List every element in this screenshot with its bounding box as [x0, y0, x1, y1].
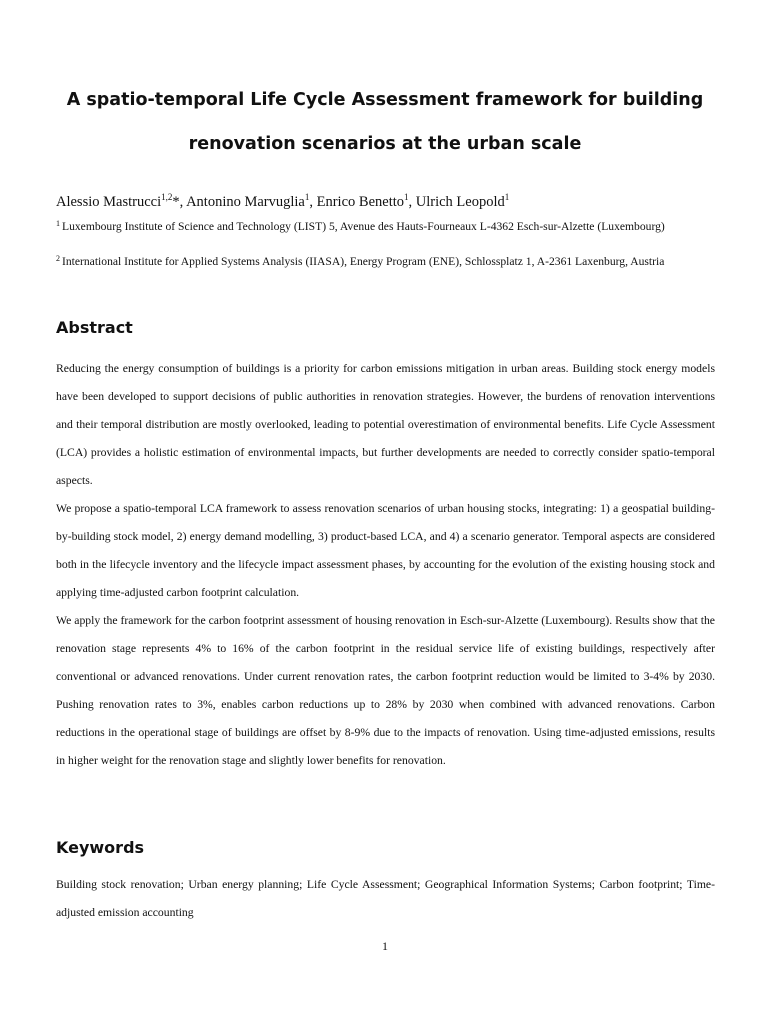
- affiliation-number: 1: [56, 219, 60, 228]
- author-separator: ,: [408, 194, 416, 210]
- page-number: 1: [382, 939, 388, 953]
- abstract-paragraph-2: We propose a spatio-temporal LCA framework to assess renovation scenarios of urban housing stocks, integrating: 1) a geospatial building-by-building stock model, 2) energy demand modelling, 3) product-based LCA, and 4) a scenario generator. Temporal aspects are considered both in the lifecycle inventory and the lifecycle impact assessment phases, by accounting for the evolution of the existing housing stock and applying time-adjusted carbon footprint calculation.: [56, 502, 715, 599]
- author: [317, 194, 416, 210]
- author-name: Enrico Benetto: [316, 194, 405, 210]
- abstract-paragraph-3: We apply the framework for the carbon footprint assessment of housing renovation in Esch-sur-Alzette (Luxembourg). Results show that the renovation stage represents 4% to 16% of the carbon footprint in the residual service life of existing buildings, respectively after conventional or advanced renovations. Under current renovation rates, the carbon footprint reduction would be limited to 3-4% by 2030. Pushing renovation rates to 3%, enables carbon reductions up to 28% by 2030 when combined with advanced renovations. Carbon reductions in the operational stage of buildings are offset by 8-9% due to the impacts of renovation. Using time-adjusted emissions, results in higher weight for the renovation stage and slightly lower benefits for renovation.: [56, 614, 715, 767]
- author-affiliation-marker: 1: [504, 192, 510, 202]
- abstract-paragraph-1: Reducing the energy consumption of buildings is a priority for carbon emissions mitigation in urban areas. Building stock energy models have been developed to support decisions of public authorities in renovation strategies. However, the burdens of renovation interventions and their temporal distribution are mostly overlooked, leading to potential overestimation of environmental benefits. Life Cycle Assessment (LCA) provides a holistic estimation of environmental impacts, but further developments are needed to correctly consider spatio-temporal aspects.: [56, 362, 715, 487]
- affiliation-2: [56, 254, 716, 270]
- author-name: Antonino Marvuglia: [186, 194, 305, 210]
- author: [56, 194, 186, 210]
- author-affiliation-marker: 1,2: [161, 192, 173, 202]
- paper-title-line-1: A spatio-temporal Life Cycle Assessment framework for building: [66, 90, 704, 110]
- affiliation-text: International Institute for Applied Systems Analysis (IIASA), Energy Program (ENE), Schlossplatz 1, A-2361 Laxenburg, Austria: [62, 255, 665, 268]
- author-separator: ,: [309, 194, 317, 210]
- author-separator: *,: [172, 194, 187, 210]
- abstract-heading: Abstract: [56, 318, 133, 337]
- author-affiliation-marker: 1: [304, 192, 310, 202]
- author: [186, 194, 317, 210]
- author: [416, 194, 510, 210]
- keywords-text: Building stock renovation; Urban energy planning; Life Cycle Assessment; Geographical Information Systems; Carbon footprint; Time-adjusted emission accounting: [56, 878, 715, 919]
- keywords-heading: Keywords: [56, 838, 145, 857]
- affiliation-number: 2: [56, 254, 60, 263]
- affiliation-text: Luxembourg Institute of Science and Technology (LIST) 5, Avenue des Hauts-Fourneaux L-4362 Esch-sur-Alzette (Luxembourg): [62, 220, 665, 233]
- author-name: Alessio Mastrucci: [56, 194, 162, 210]
- affiliation-1: [56, 219, 716, 235]
- author-list: [56, 193, 716, 211]
- author-name: Ulrich Leopold: [415, 194, 505, 210]
- author-affiliation-marker: 1: [404, 192, 409, 202]
- paper-title-line-2: renovation scenarios at the urban scale: [188, 134, 582, 154]
